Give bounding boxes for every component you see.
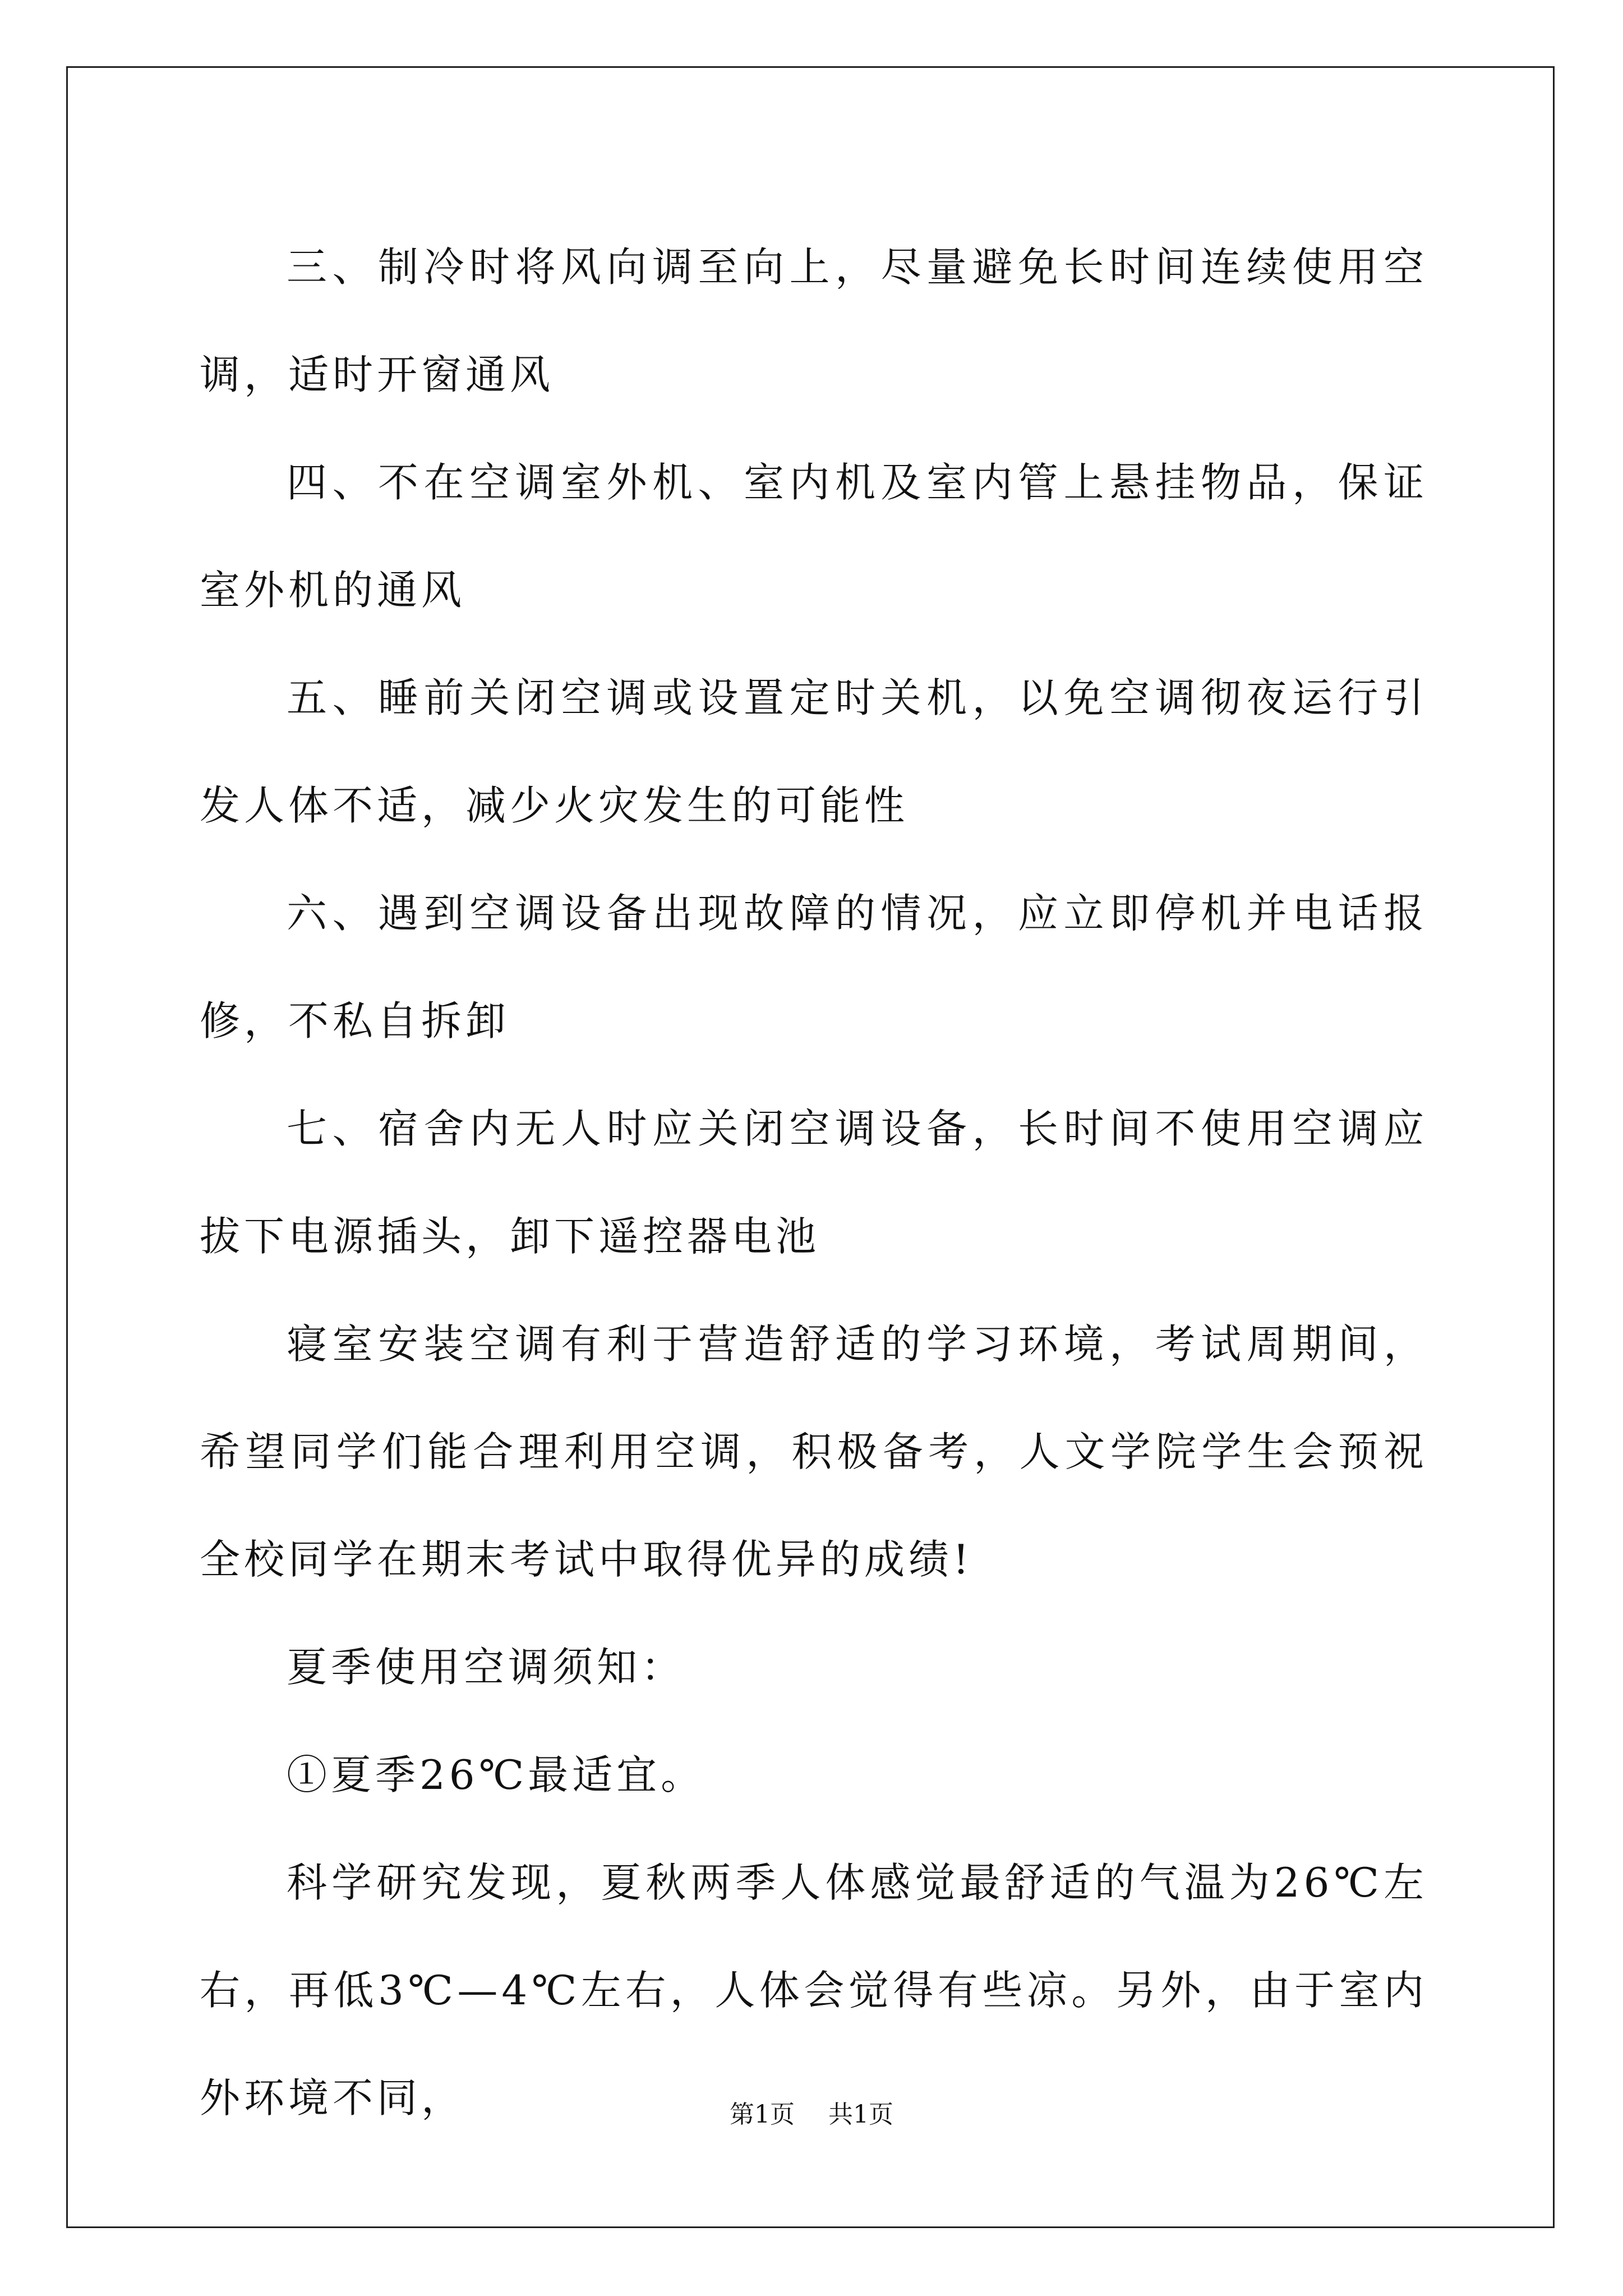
paragraph-item-5: 五、睡前关闭空调或设置定时关机，以免空调彻夜运行引发人体不适，减少火灾发生的可能性 [200, 674, 1428, 829]
paragraph-closing: 寝室安装空调有利于营造舒适的学习环境，考试周期间，希望同学们能合理利用空调，积极备考，人文学院学生会预祝全校同学在期末考试中取得优异的成绩! [200, 1320, 1428, 1583]
page-footer [0, 2098, 1623, 2132]
paragraph-item-3: 三、制冷时将风向调至向上，尽量避免长时间连续使用空调，适时开窗通风 [200, 243, 1428, 398]
page-total: 共1页 [828, 2100, 893, 2129]
page-number: 第1页 [730, 2100, 795, 2129]
paragraph-item-6: 六、遇到空调设备出现故障的情况，应立即停机并电话报修，不私自拆卸 [200, 890, 1428, 1045]
tip-explanation: 科学研究发现，夏秋两季人体感觉最舒适的气温为26℃左右，再低3℃—4℃左右，人体会觉得有些凉。另外，由于室内外环境不同， [200, 1859, 1428, 2122]
document-body [200, 213, 1428, 2152]
paragraph-item-4: 四、不在空调室外机、室内机及室内管上悬挂物品，保证室外机的通风 [200, 459, 1428, 614]
tip-item-1: ①夏季26℃最适宜。 [287, 1751, 706, 1798]
paragraph-item-7: 七、宿舍内无人时应关闭空调设备，长时间不使用空调应拔下电源插头，卸下遥控器电池 [200, 1105, 1428, 1260]
section-heading: 夏季使用空调须知： [287, 1644, 686, 1691]
